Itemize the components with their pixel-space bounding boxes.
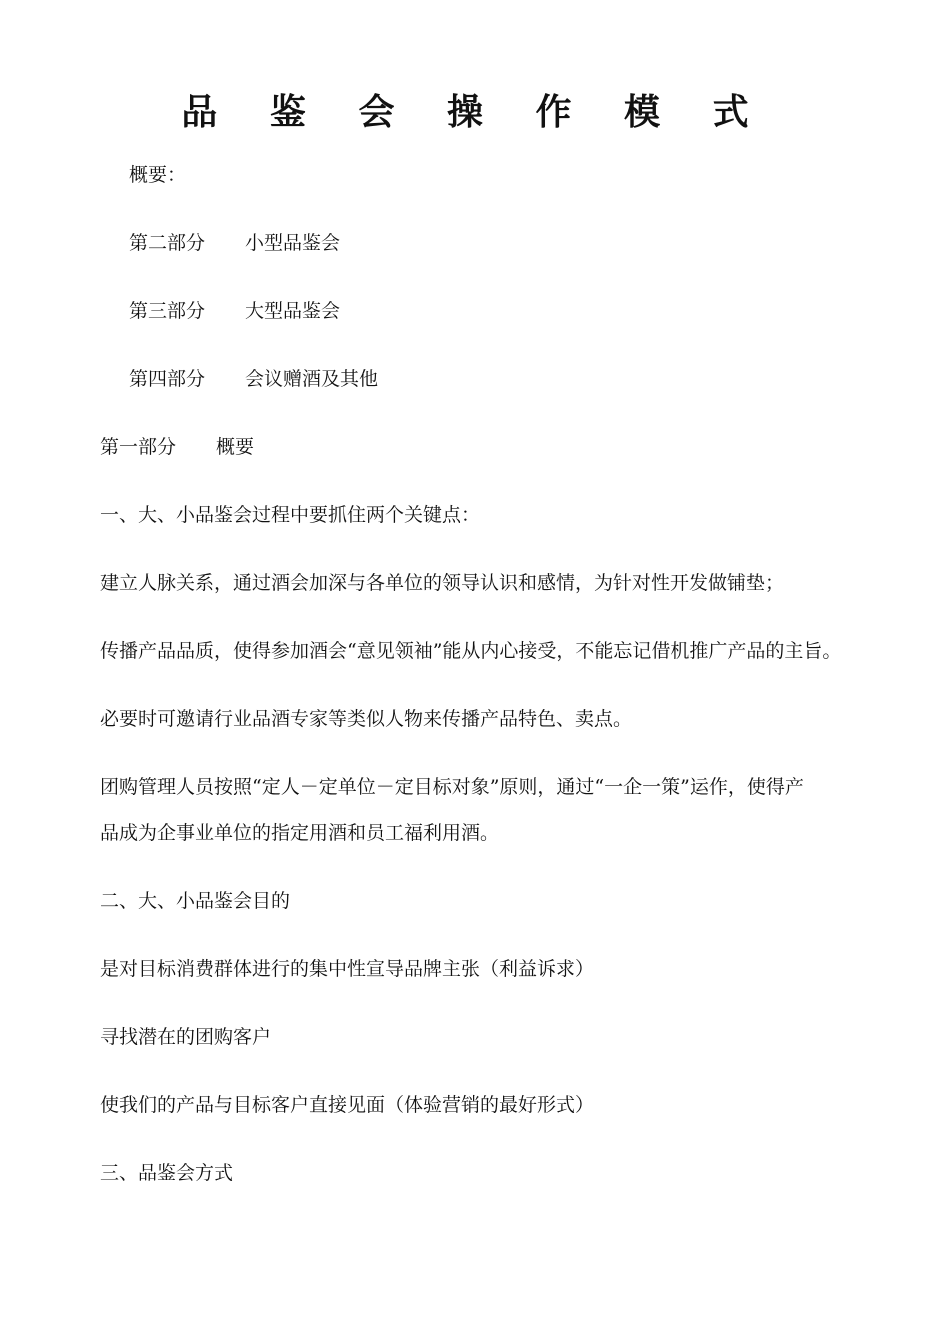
paragraph-principle-line-1: 团购管理人员按照“定人－定单位－定目标对象”原则，通过“一企一策”运作，使得产 bbox=[100, 776, 804, 798]
paragraph-purpose-1: 是对目标消费群体进行的集中性宣导品牌主张（利益诉求） bbox=[100, 958, 595, 980]
paragraph-purpose-heading: 二、大、小品鉴会目的 bbox=[100, 890, 291, 912]
paragraph-purpose-2: 寻找潜在的团购客户 bbox=[100, 1026, 272, 1048]
toc-item-part-label: 第三部分 bbox=[129, 300, 206, 322]
paragraph-quality: 传播产品品质，使得参加酒会“意见领袖”能从内心接受，不能忘记借机推广产品的主旨。 bbox=[100, 640, 842, 662]
document-title: 品 鉴 会 操 作 模 式 bbox=[181, 92, 769, 133]
section-part-label: 第一部分 bbox=[100, 436, 177, 458]
toc-item-part-label: 第四部分 bbox=[129, 368, 206, 390]
toc-item-part-name: 大型品鉴会 bbox=[245, 300, 341, 322]
section-part-name: 概要 bbox=[216, 436, 255, 458]
paragraph-purpose-3: 使我们的产品与目标客户直接见面（体验营销的最好形式） bbox=[100, 1094, 595, 1116]
toc-item-part-label: 第二部分 bbox=[129, 232, 206, 254]
paragraph-experts: 必要时可邀请行业品酒专家等类似人物来传播产品特色、卖点。 bbox=[100, 708, 633, 730]
toc-intro: 概要： bbox=[129, 164, 187, 186]
paragraph-method-heading: 三、品鉴会方式 bbox=[100, 1162, 234, 1184]
toc-item-part-name: 小型品鉴会 bbox=[245, 232, 341, 254]
paragraph-relationship: 建立人脉关系，通过酒会加深与各单位的领导认识和感情，为针对性开发做铺垫； bbox=[100, 572, 785, 594]
toc-item-part-4 bbox=[129, 366, 378, 392]
toc-item-part-name: 会议赠酒及其他 bbox=[245, 368, 379, 390]
paragraph-principle-line-2: 品成为企事业单位的指定用酒和员工福利用酒。 bbox=[100, 822, 500, 844]
paragraph-key-points-heading: 一、大、小品鉴会过程中要抓住两个关键点： bbox=[100, 504, 481, 526]
toc-item-part-3 bbox=[129, 298, 340, 324]
section-1-heading bbox=[100, 434, 254, 460]
toc-item-part-2 bbox=[129, 230, 340, 256]
